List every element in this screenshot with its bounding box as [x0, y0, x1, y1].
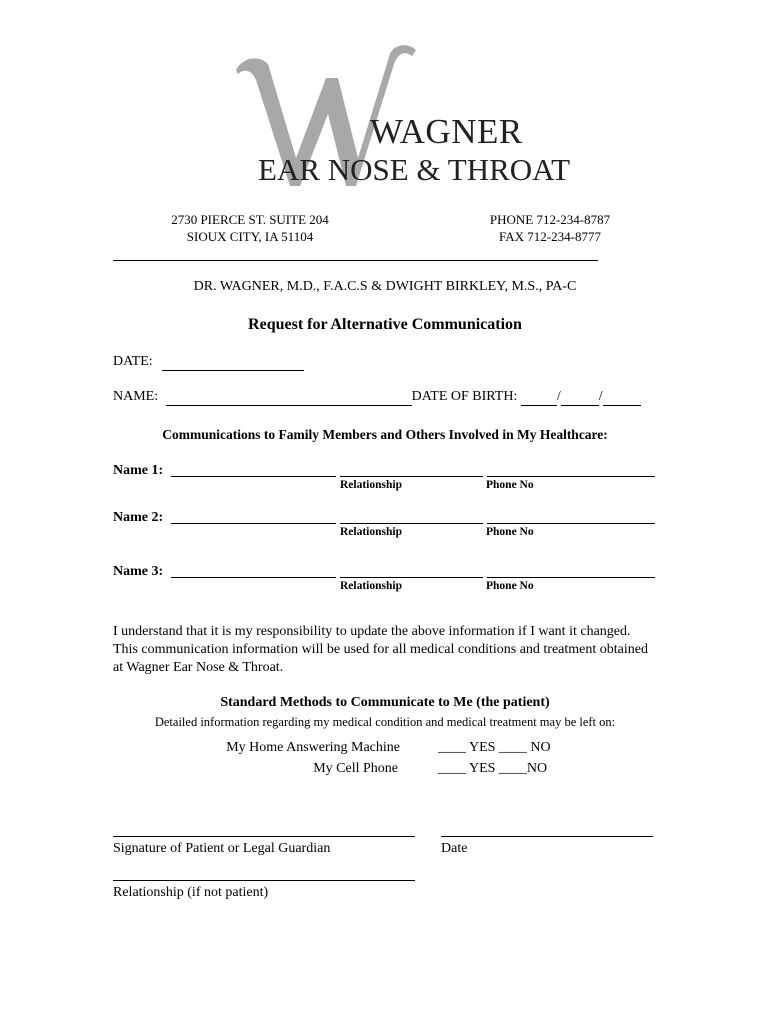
name-label: NAME:	[113, 389, 159, 404]
name-field[interactable]	[166, 389, 412, 406]
family-phone-field[interactable]	[487, 564, 655, 578]
date-signed-label: Date	[441, 841, 468, 856]
date-signed-line[interactable]	[441, 836, 653, 837]
phone-caption: Phone No	[486, 580, 534, 592]
relationship-label: Relationship (if not patient)	[113, 885, 269, 900]
family-row-2	[113, 508, 657, 538]
family-relationship-field[interactable]	[340, 463, 483, 477]
phone-caption: Phone No	[486, 479, 534, 491]
relationship-caption: Relationship	[340, 580, 402, 592]
relationship-caption: Relationship	[340, 526, 402, 538]
family-row-1	[113, 461, 657, 491]
phone-caption: Phone No	[486, 526, 534, 538]
contact-block	[450, 211, 650, 245]
family-name-label: Name 3:	[113, 564, 164, 579]
relationship-line[interactable]	[113, 880, 415, 881]
family-name-label: Name 2:	[113, 510, 164, 525]
dob-year-field[interactable]	[603, 389, 641, 406]
family-name-field[interactable]	[171, 564, 336, 578]
family-row-3	[113, 562, 657, 592]
family-name-label: Name 1:	[113, 463, 164, 478]
option-home-machine-label: My Home Answering Machine	[226, 740, 400, 755]
understanding-paragraph: I understand that it is my responsibility to update the above information if I want it changed. This communication information will be used for all medical conditions and treatment obtained at Wagner Ear Nose & Throat.	[113, 624, 648, 675]
methods-heading: Standard Methods to Communicate to Me (the patient)	[220, 695, 550, 710]
signature-label: Signature of Patient or Legal Guardian	[113, 841, 331, 856]
date-label: DATE:	[113, 354, 153, 369]
header-divider	[113, 260, 598, 261]
form-title: Request for Alternative Communication	[248, 316, 522, 333]
date-row	[113, 354, 304, 371]
address-street: 2730 PIERCE ST. SUITE 204	[171, 212, 329, 227]
option-cell-phone-label: My Cell Phone	[313, 761, 398, 776]
methods-subheading: Detailed information regarding my medical condition and medical treatment may be left on:	[154, 715, 616, 729]
address-block	[150, 211, 350, 245]
logo-wordmark: WAGNER	[370, 112, 523, 151]
family-phone-field[interactable]	[487, 463, 655, 477]
dob-label: DATE OF BIRTH:	[411, 389, 518, 404]
option-cell-phone-choice[interactable]: ____ YES ____NO	[438, 761, 548, 776]
address-city: SIOUX CITY, IA 51104	[186, 229, 314, 244]
option-home-machine-choice[interactable]: ____ YES ____ NO	[438, 740, 551, 755]
family-phone-field[interactable]	[487, 510, 655, 524]
relationship-caption: Relationship	[340, 479, 402, 491]
family-name-field[interactable]	[171, 510, 336, 524]
date-field[interactable]	[162, 354, 304, 371]
family-name-field[interactable]	[171, 463, 336, 477]
contact-fax: FAX 712-234-8777	[499, 229, 601, 244]
doctors-line: DR. WAGNER, M.D., F.A.C.S & DWIGHT BIRKLEY, M.S., PA-C	[193, 279, 577, 294]
dob-day-field[interactable]	[561, 389, 599, 406]
family-heading: Communications to Family Members and Others Involved in My Healthcare:	[162, 427, 608, 442]
contact-phone: PHONE 712-234-8787	[489, 212, 611, 227]
name-row: NAME: DATE OF BIRTH: / /	[113, 389, 641, 406]
family-relationship-field[interactable]	[340, 564, 483, 578]
signature-line[interactable]	[113, 836, 415, 837]
dob-month-field[interactable]	[521, 389, 557, 406]
family-relationship-field[interactable]	[340, 510, 483, 524]
logo-subtitle: EAR NOSE & THROAT	[258, 152, 571, 187]
